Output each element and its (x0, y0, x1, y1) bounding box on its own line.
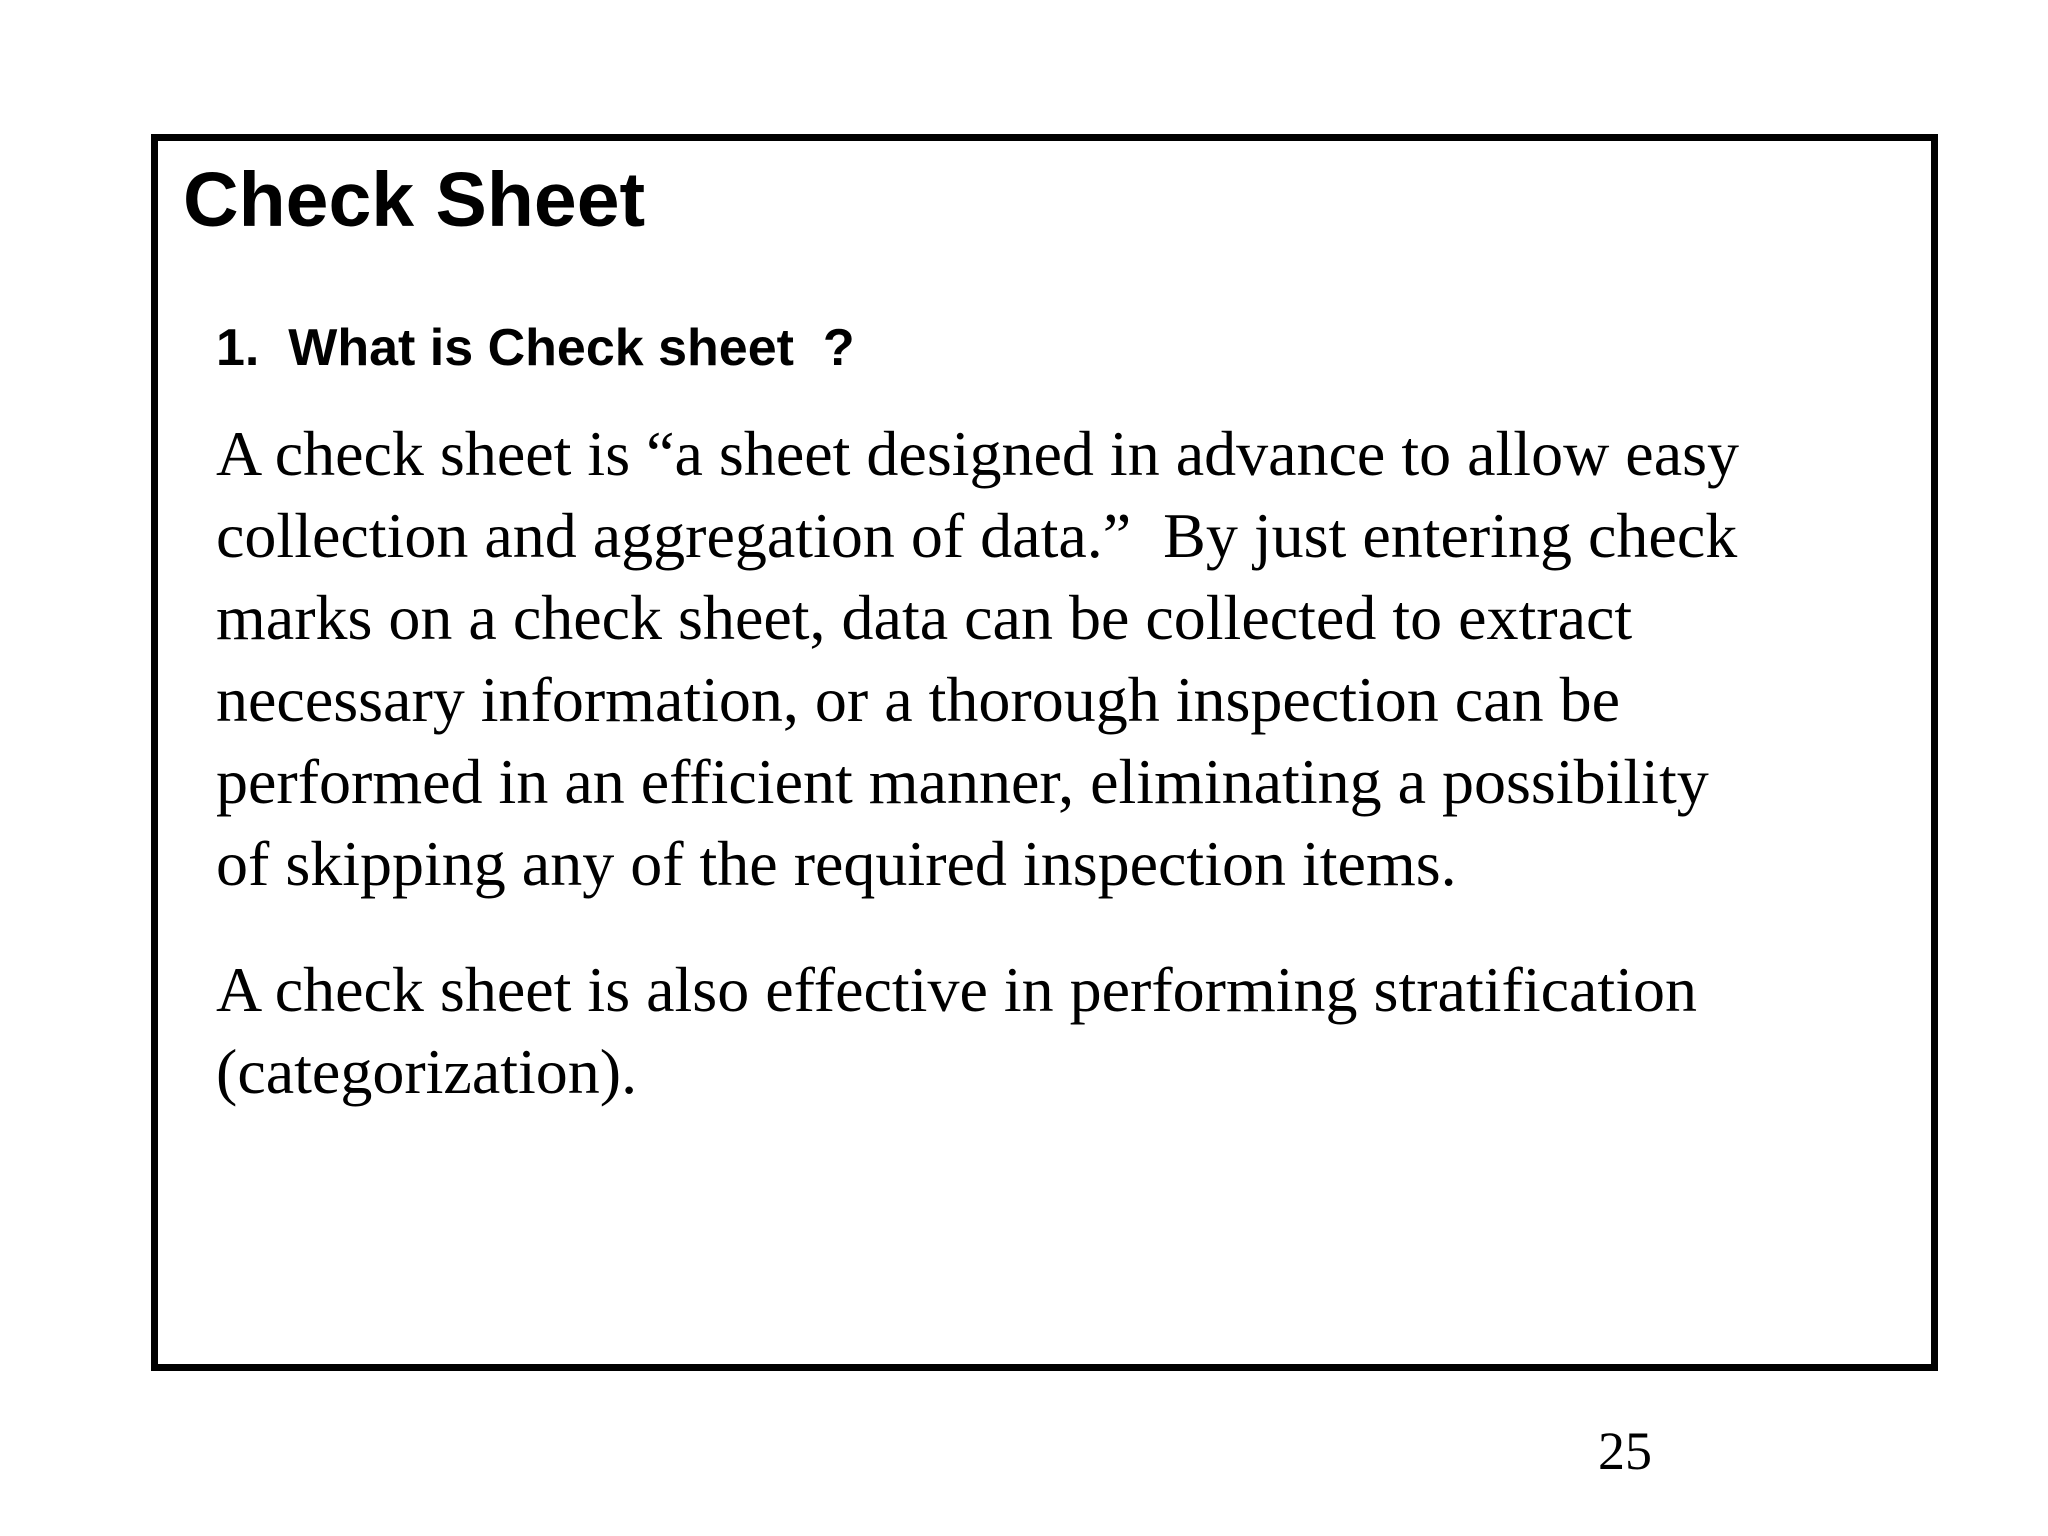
paragraph-line: A check sheet is also effective in performing stratification (216, 954, 1697, 1025)
question-heading: 1. What is Check sheet ? (216, 319, 855, 377)
paragraph-line: (categorization). (216, 1036, 638, 1107)
paragraph-line: marks on a check sheet, data can be collected to extract (216, 582, 1633, 653)
paragraph-line: performed in an efficient manner, eliminating a possibility (216, 746, 1709, 817)
paragraph-line: collection and aggregation of data.” By just entering check (216, 500, 1738, 571)
paragraph-line: of skipping any of the required inspection items. (216, 828, 1457, 899)
paragraph-definition (216, 413, 1916, 905)
page-number: 25 (1598, 1421, 1652, 1481)
paragraph-stratification (216, 949, 1916, 1113)
slide-title: Check Sheet (183, 157, 646, 243)
paragraph-line: necessary information, or a thorough inspection can be (216, 664, 1620, 735)
paragraph-line: A check sheet is “a sheet designed in advance to allow easy (216, 418, 1739, 489)
slide-frame (151, 134, 1938, 1371)
